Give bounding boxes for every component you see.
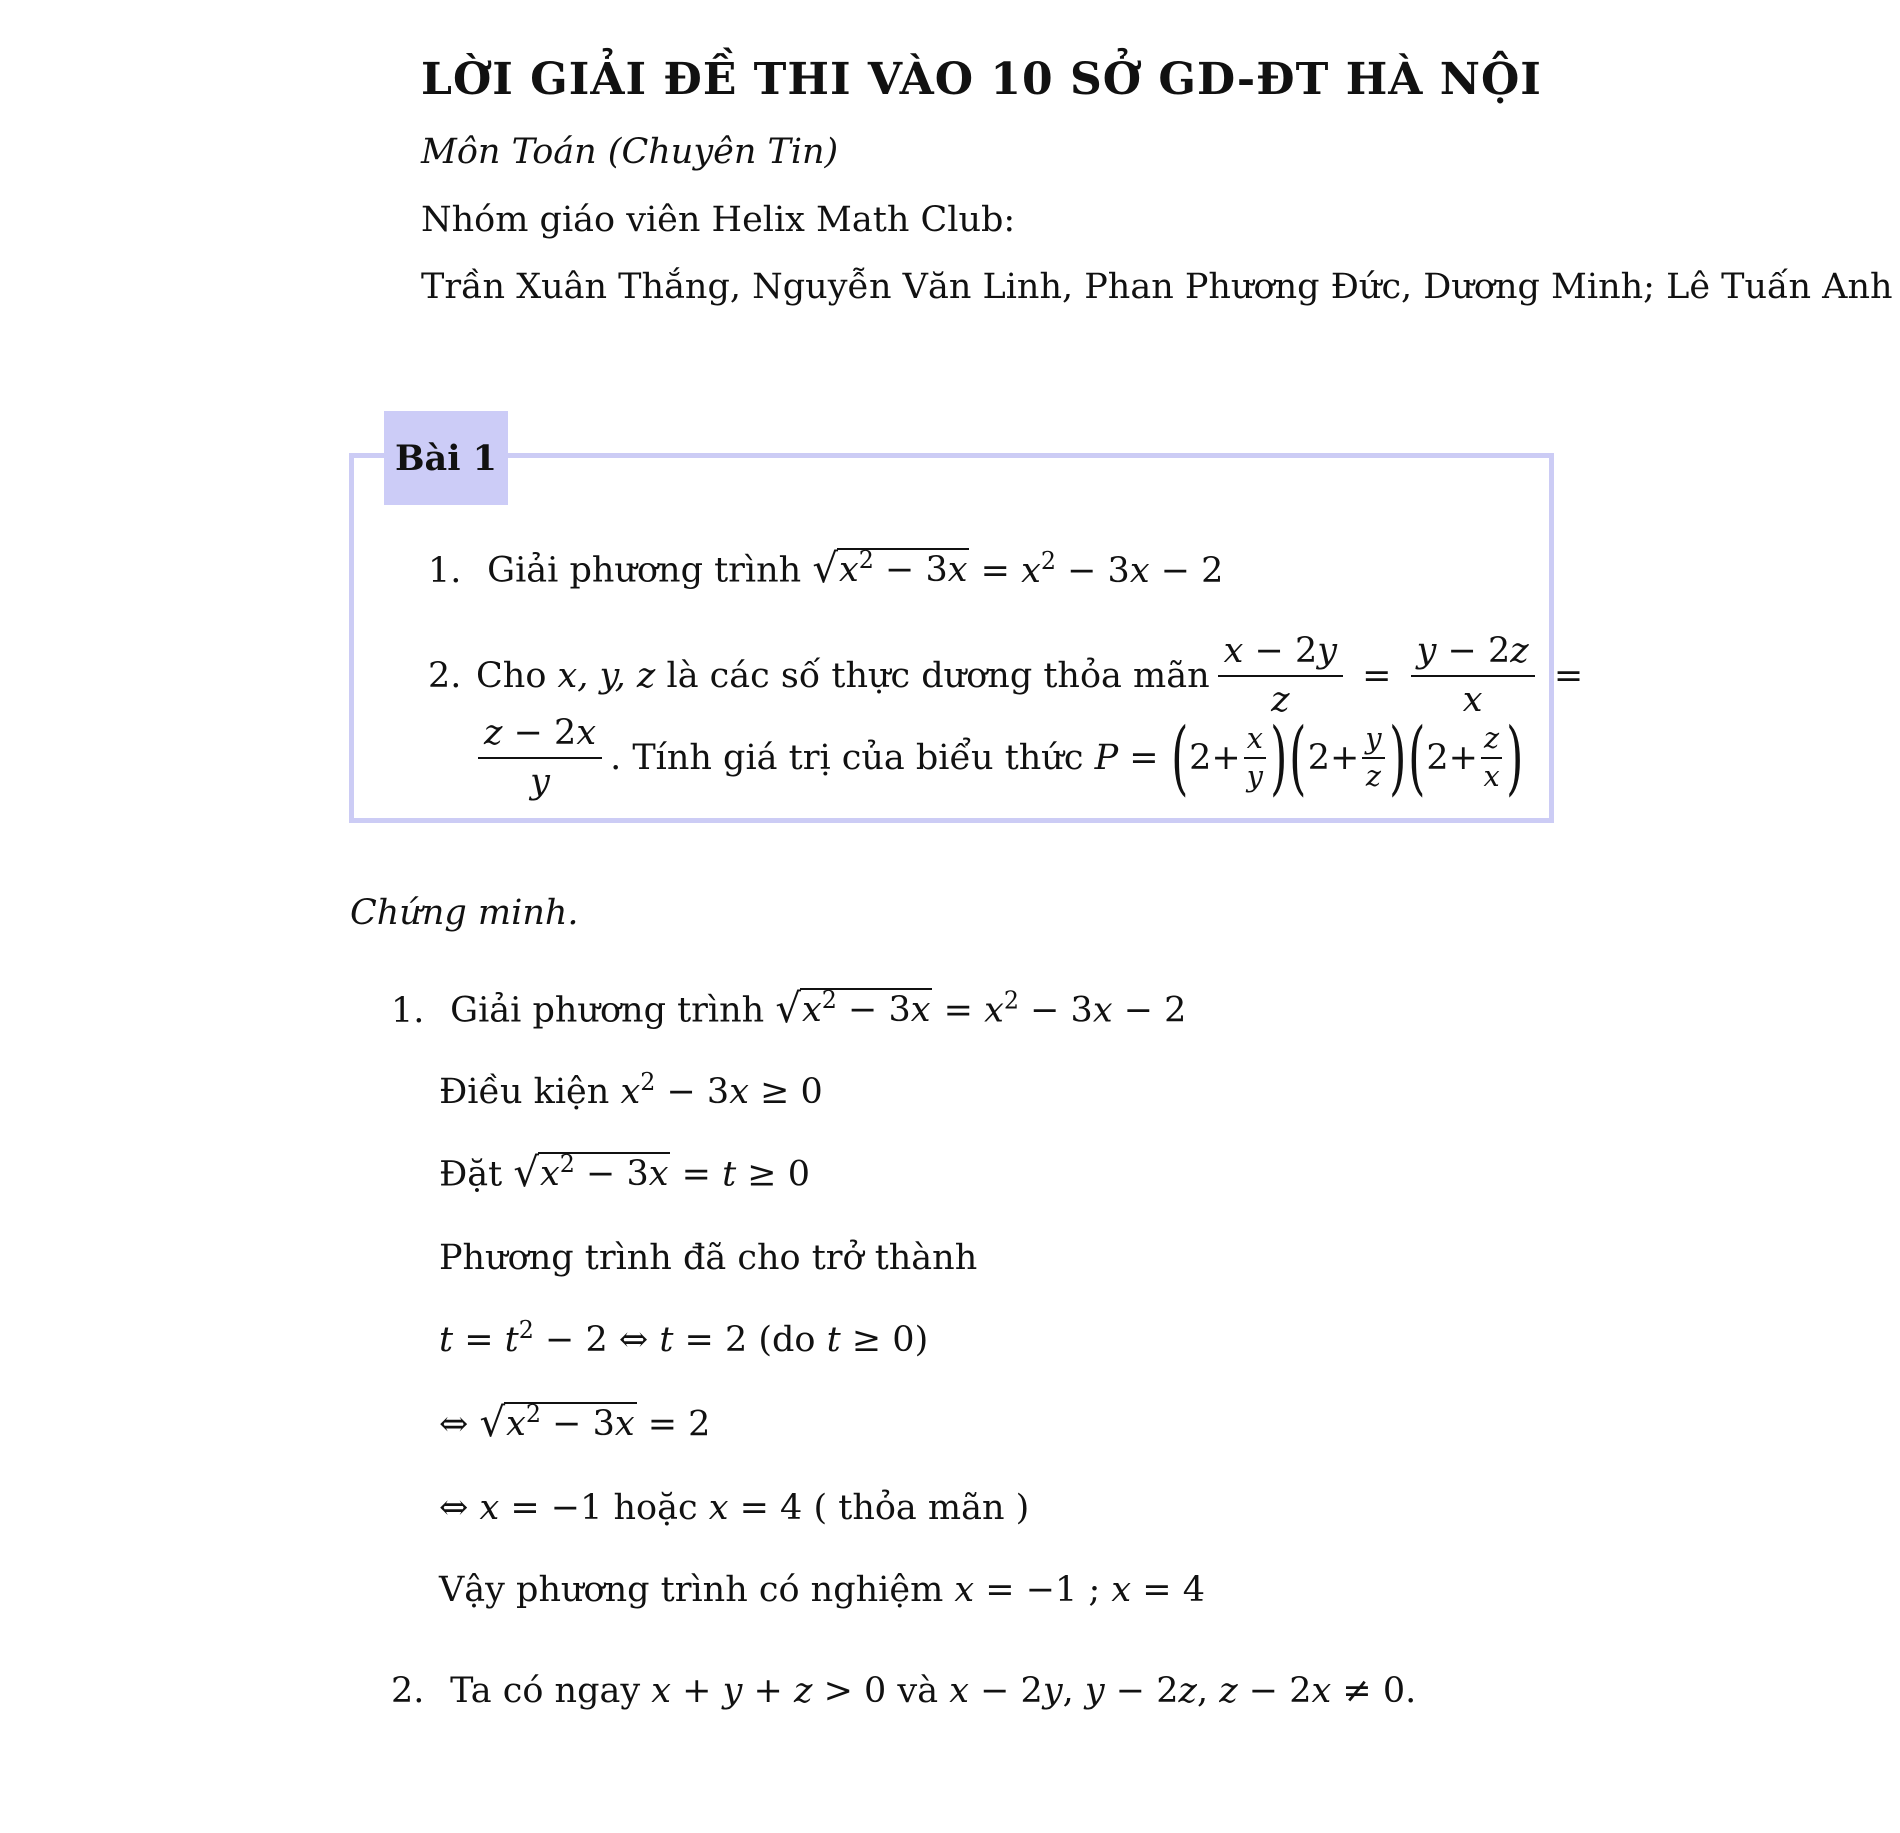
problem-item-2-line-1: 2. Cho x, y, z là các số thực dương thỏa mãn $\frac{x - 2y}{z}$ = $\frac{y - 2z}{x}$ = <box>428 631 1584 720</box>
item-number: 1. <box>428 550 462 591</box>
text: và <box>897 1671 939 1711</box>
solution-step-2: 2. Ta có ngay x + y + z > 0 và x − 2y, y − 2z, z − 2x ≠ 0. <box>391 1671 1417 1711</box>
item-text: Giải phương trình <box>487 550 802 591</box>
text: ( thỏa mãn ) <box>813 1488 1030 1528</box>
equation: √ $x^2 - 3x$ = $x^2 - 3x - 2$ <box>812 545 1224 592</box>
item-text: . Tính giá trị của biểu thức <box>610 737 1084 778</box>
text: hoặc <box>613 1488 698 1528</box>
item-text: là các số thực dương thỏa mãn <box>666 655 1210 696</box>
item-text: Giải phương trình <box>450 990 765 1031</box>
solution-step-1: 1. Giải phương trình √ $x^2 - 3x$ = $x^2 - 3x - 2$ <box>391 985 1187 1032</box>
problem-item-1 <box>428 545 1224 592</box>
item-number: 2. <box>391 1671 425 1711</box>
text: (do <box>758 1320 816 1360</box>
roots-line: ⇔ x = −1 hoặc x = 4 ( thỏa mãn ) <box>439 1488 1030 1528</box>
item-text: Cho <box>476 655 547 696</box>
fraction: $\frac{y - 2z}{x}$ <box>1411 632 1535 719</box>
document-subtitle: Môn Toán (Chuyên Tin) <box>421 132 839 172</box>
author-list: Trần Xuân Thắng, Nguyễn Văn Linh, Phan Phương Đức, Dương Minh; Lê Tuấn Anh <box>421 267 1893 307</box>
text: Đặt <box>439 1154 503 1195</box>
document-title: LỜI GIẢI ĐỀ THI VÀO 10 SỞ GD-ĐT HÀ NỘI <box>421 54 1542 105</box>
becomes-line: Phương trình đã cho trở thành <box>439 1238 978 1278</box>
item-number: 2. <box>428 655 462 696</box>
back-substitution: ⇔ √ $x^2 - 3x$ = 2 <box>439 1399 711 1446</box>
problem-item-2-line-2: $\frac{z - 2x}{y}$ . Tính giá trị của biểu thức P = ( 2+ $\frac{x}{y}$ ) ( 2+ $\frac{y}{z}$ ) ( 2+ $\frac{z}{x}$ ) <box>478 714 1525 801</box>
conclusion-line: Vậy phương trình có nghiệm x = −1 ; x = 4 <box>439 1570 1205 1610</box>
proof-label: Chứng minh. <box>350 893 579 933</box>
teacher-group: Nhóm giáo viên Helix Math Club: <box>421 200 1016 240</box>
text: Điều kiện <box>439 1072 610 1112</box>
substitution-line: Đặt √ $x^2 - 3x$ = t ≥ 0 <box>439 1149 810 1196</box>
item-number: 1. <box>391 990 425 1031</box>
equation-in-t: $t = t^2 - 2$ ⇔ t = 2 (do t ≥ 0) <box>439 1315 929 1360</box>
text: Vậy phương trình có nghiệm <box>439 1570 944 1610</box>
variables: x, y, z <box>557 655 656 696</box>
fraction: $\frac{x - 2y}{z}$ <box>1218 632 1343 719</box>
problem-tab-label: Bài 1 <box>384 411 508 505</box>
fraction: $\frac{z - 2x}{y}$ <box>478 714 602 801</box>
text: Ta có ngay <box>450 1671 641 1711</box>
condition-line: Điều kiện $x^2 - 3x \ge 0$ <box>439 1067 823 1112</box>
